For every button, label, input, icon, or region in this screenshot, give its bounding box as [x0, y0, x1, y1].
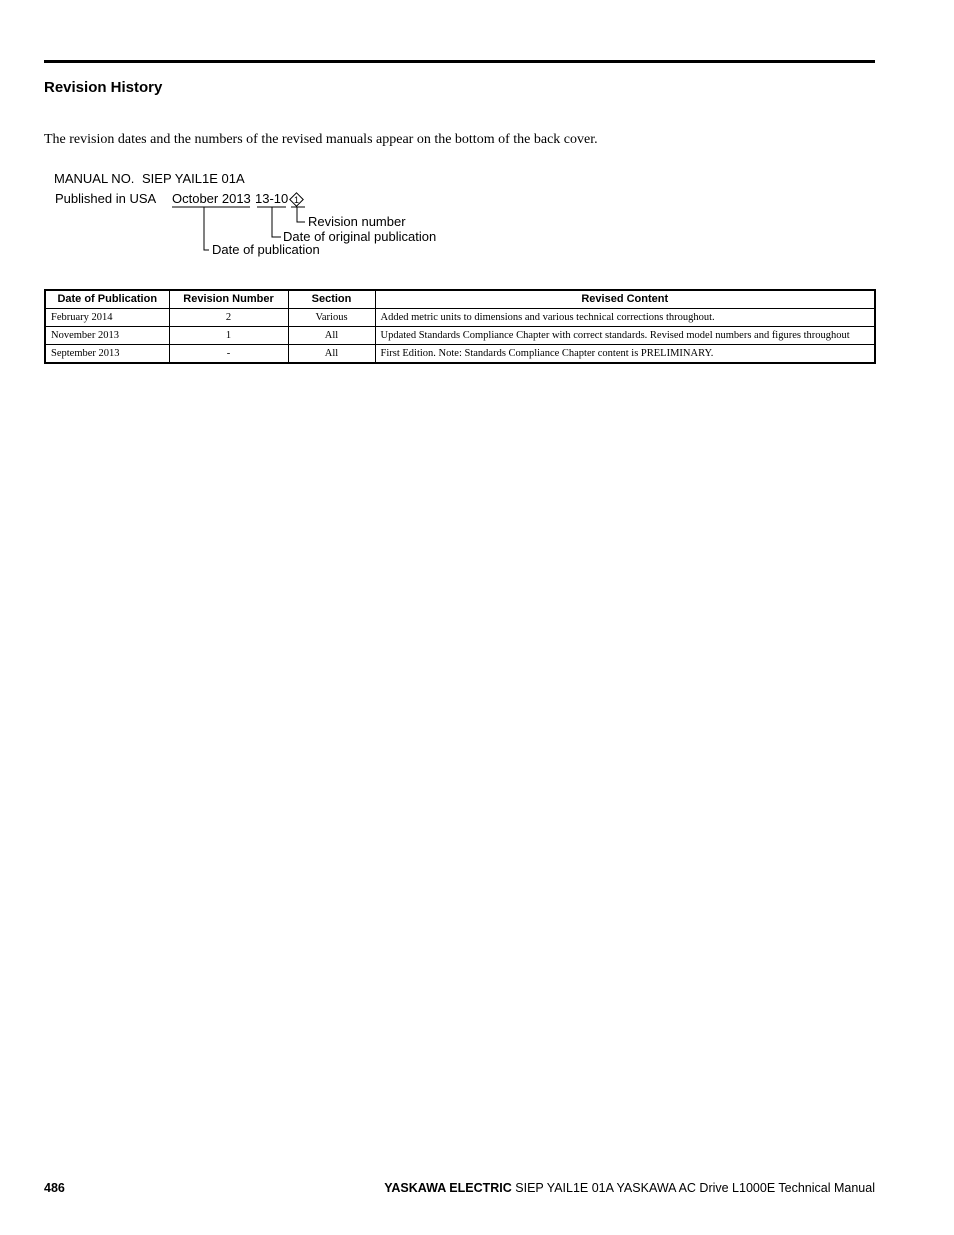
label-revision-number: Revision number [308, 214, 406, 229]
table-row [45, 327, 875, 345]
leader-publication [204, 207, 209, 250]
cell-content: First Edition. Note: Standards Compliance Chapter content is PRELIMINARY. [375, 345, 875, 364]
footer-manual-title: SIEP YAIL1E 01A YASKAWA AC Drive L1000E Technical Manual [515, 1181, 875, 1195]
cell-date: November 2013 [45, 327, 169, 345]
cell-content: Updated Standards Compliance Chapter with correct standards. Revised model numbers and figures throughout [375, 327, 875, 345]
table-header-row [45, 290, 875, 309]
header-date: Date of Publication [45, 290, 169, 309]
table-row [45, 309, 875, 327]
cell-content: Added metric units to dimensions and various technical corrections throughout. [375, 309, 875, 327]
manual-no-label: MANUAL NO. [54, 171, 135, 186]
revision-diamond-icon [289, 192, 304, 207]
intro-text: The revision dates and the numbers of the revised manuals appear on the bottom of the back cover. [44, 132, 598, 147]
cell-revision: 1 [169, 327, 288, 345]
table-row [45, 345, 875, 364]
page-number: 486 [44, 1181, 65, 1195]
header-revised-content: Revised Content [375, 290, 875, 309]
cell-section: All [288, 345, 375, 364]
label-original-publication: Date of original publication [283, 229, 437, 244]
published-code: 13-10 [255, 191, 289, 206]
cell-section: All [288, 327, 375, 345]
leader-original [272, 207, 281, 237]
page-title: Revision History [44, 79, 163, 96]
revision-mark: 1 [293, 195, 300, 205]
header-revision-number: Revision Number [169, 290, 288, 309]
header-section: Section [288, 290, 375, 309]
manual-no-value: SIEP YAIL1E 01A [142, 171, 245, 186]
footer-brand: YASKAWA ELECTRIC [384, 1181, 512, 1195]
label-date-of-publication: Date of publication [212, 242, 320, 257]
footer-title [384, 1181, 875, 1195]
published-date: October 2013 [172, 191, 251, 206]
callout-lines [0, 0, 954, 300]
cell-revision: - [169, 345, 288, 364]
top-rule [44, 60, 875, 63]
cell-section: Various [288, 309, 375, 327]
leader-revision [297, 207, 305, 222]
cell-date: February 2014 [45, 309, 169, 327]
cell-date: September 2013 [45, 345, 169, 364]
cell-revision: 2 [169, 309, 288, 327]
published-label: Published in USA [55, 191, 157, 206]
revision-table [44, 289, 876, 364]
